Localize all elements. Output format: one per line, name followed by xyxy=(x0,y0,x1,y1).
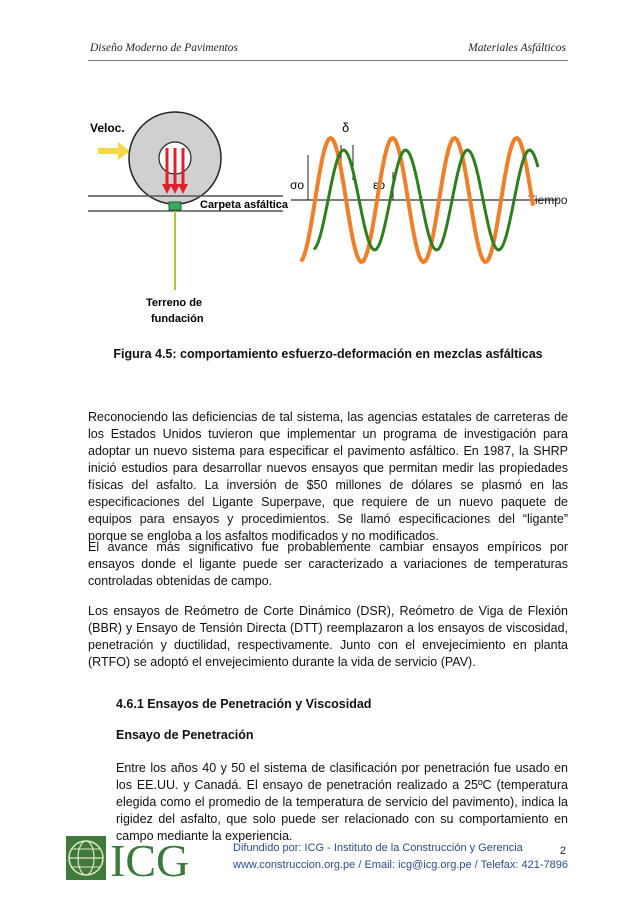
footer xyxy=(233,840,568,874)
stress-strain-figure xyxy=(88,100,568,335)
icg-logo xyxy=(64,833,204,883)
veloc-label: Veloc. xyxy=(90,121,125,135)
logo-text: ICG xyxy=(110,835,190,883)
page-number: 2 xyxy=(559,845,566,857)
paragraph-1: Reconociendo las deficiencias de tal sistema, las agencias estatales de carreteras de los Estados Unidos tuvieron que implementar un programa de investigación para adoptar un nuevo sistema para especificar el pavimento asfáltico. En 1987, la SHRP inició estudios para desarrollar nuevos ensayos que permitan medir las propiedades físicas del asfalto. La inversión de $50 millones de dólares se plasmó en las especificaciones del Ligante Superpave, que requiere de un nuevo paquete de equipos para ensayos y procedimientos. Se llamó especificaciones del “ligante” porque se engloba a los asfaltos modificados y no modificados. xyxy=(88,410,568,543)
load-arrows-icon xyxy=(162,148,188,194)
carpeta-label: Carpeta asfáltica xyxy=(200,199,289,211)
sub-title: Ensayo de Penetración xyxy=(116,728,254,742)
velocity-arrow-icon xyxy=(98,142,130,160)
header-right: Materiales Asfálticos xyxy=(468,42,566,54)
globe-icon xyxy=(66,836,106,880)
header-rule xyxy=(88,60,568,61)
paragraph-3: Los ensayos de Reómetro de Corte Dinámico (DSR), Reómetro de Viga de Flexión (BBR) y Ensayo de Tensión Directa (DTT) reemplazaron a los ensayos de viscosidad, penetración y ductilidad, respectivamente. Junto con el envejecimiento en planta (RTFO) se adoptó el envejecimiento durante la vida de servicio (PAV). xyxy=(88,604,568,669)
header-left: Diseño Moderno de Pavimentos xyxy=(90,42,238,54)
footer-line-2: www.construccion.org.pe / Email: icg@icg.org.pe / Telefax: 421-7896 xyxy=(233,859,569,871)
terreno-label-2: fundación xyxy=(151,313,204,325)
section-title: 4.6.1 Ensayos de Penetración y Viscosidad xyxy=(116,697,372,711)
footer-line-1: Difundido por: ICG - Instituto de la Construcción y Gerencia xyxy=(233,842,523,854)
figure-caption: Figura 4.5: comportamiento esfuerzo-deformación en mezclas asfálticas xyxy=(113,347,543,361)
sigma-label: σo xyxy=(290,178,305,192)
sample-block xyxy=(169,202,181,210)
terreno-label-1: Terreno de xyxy=(146,297,203,309)
tiempo-label: Tiempo xyxy=(528,193,568,207)
paragraph-4: Entre los años 40 y 50 el sistema de clasificación por penetración fue usado en los EE.UU. y Canadá. El ensayo de penetración realizado a 25ºC (temperatura elegida como el promedio de la temperatura de servicio del pavimento), indica la rigidez del asfalto, que solo puede ser relacionado con su comportamiento en campo mediante la experiencia. xyxy=(116,761,568,843)
paragraph-2: El avance más significativo fue probablemente cambiar ensayos empíricos por ensayos donde el ligante puede ser caracterizado a variaciones de temperaturas controladas obtenidas de campo. xyxy=(88,540,568,588)
epsilon-label: εo xyxy=(373,178,386,192)
delta-label: δ xyxy=(342,120,350,135)
